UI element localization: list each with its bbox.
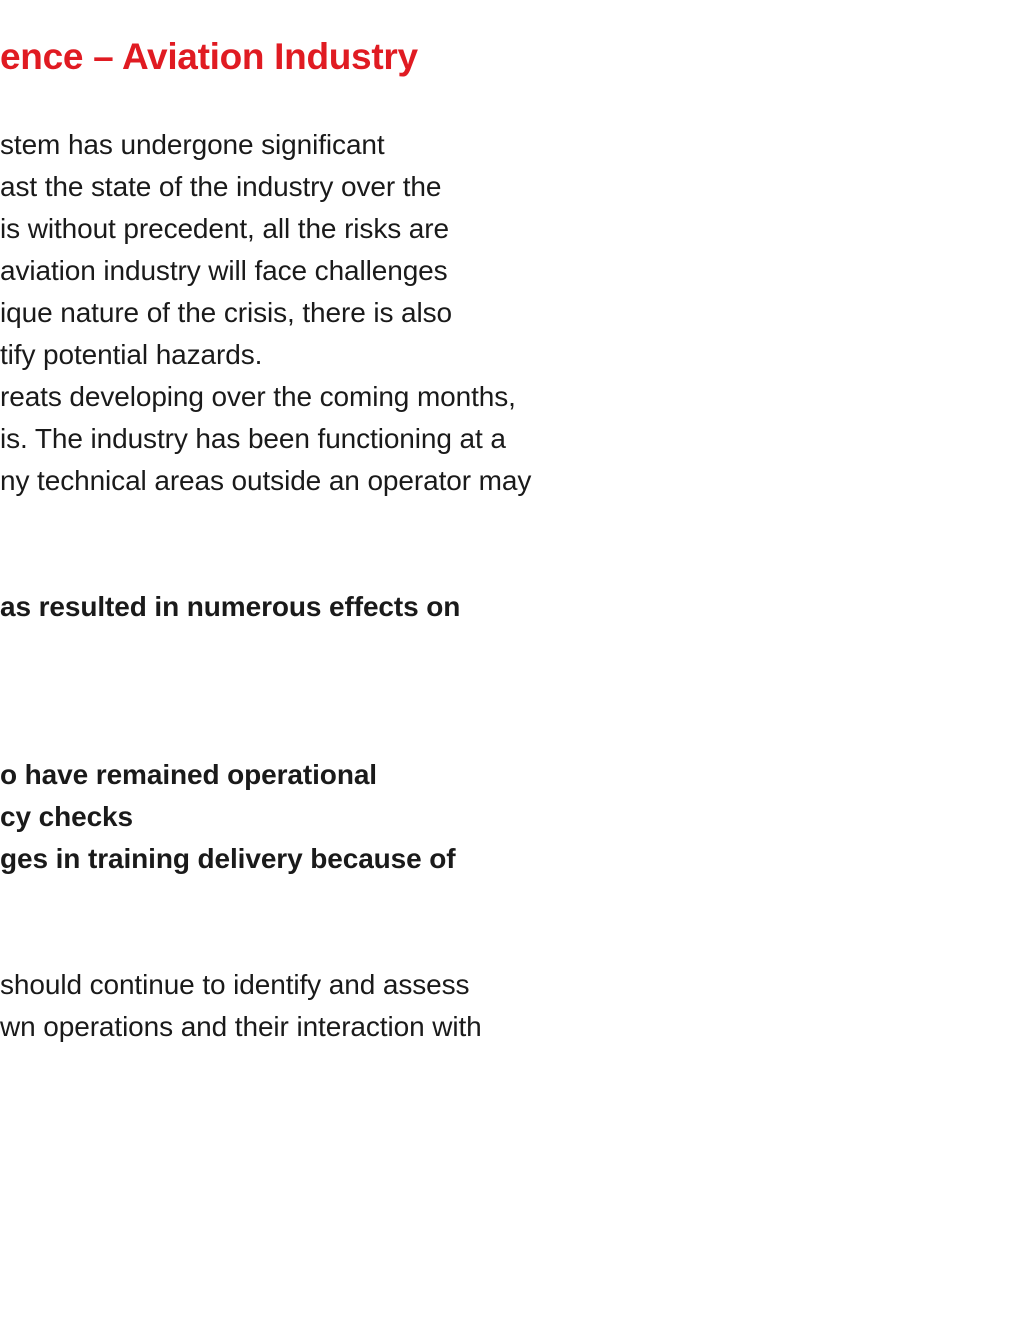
paragraph-line: is. The industry has been functioning at a bbox=[0, 423, 506, 454]
paragraph-line: wn operations and their interaction with bbox=[0, 1011, 482, 1042]
paragraph-line: ique nature of the crisis, there is also bbox=[0, 297, 453, 328]
paragraph-line: is without precedent, all the risks are bbox=[0, 213, 449, 244]
list-item: o have remained operational bbox=[0, 759, 377, 790]
bold-statement: as resulted in numerous effects on bbox=[0, 591, 461, 622]
paragraph-line: reats developing over the coming months, bbox=[0, 381, 516, 412]
paragraph-line: should continue to identify and assess bbox=[0, 969, 470, 1000]
page-title: ence – Aviation Industry bbox=[0, 36, 418, 77]
paragraph-line: stem has undergone significant bbox=[0, 129, 385, 160]
paragraph-line: ast the state of the industry over the bbox=[0, 171, 442, 202]
paragraph-line: tify potential hazards. bbox=[0, 339, 263, 370]
list-item: cy checks bbox=[0, 801, 133, 832]
paragraph-line: ny technical areas outside an operator may bbox=[0, 465, 532, 496]
paragraph-line: aviation industry will face challenges bbox=[0, 255, 448, 286]
list-item: ges in training delivery because of bbox=[0, 843, 456, 874]
